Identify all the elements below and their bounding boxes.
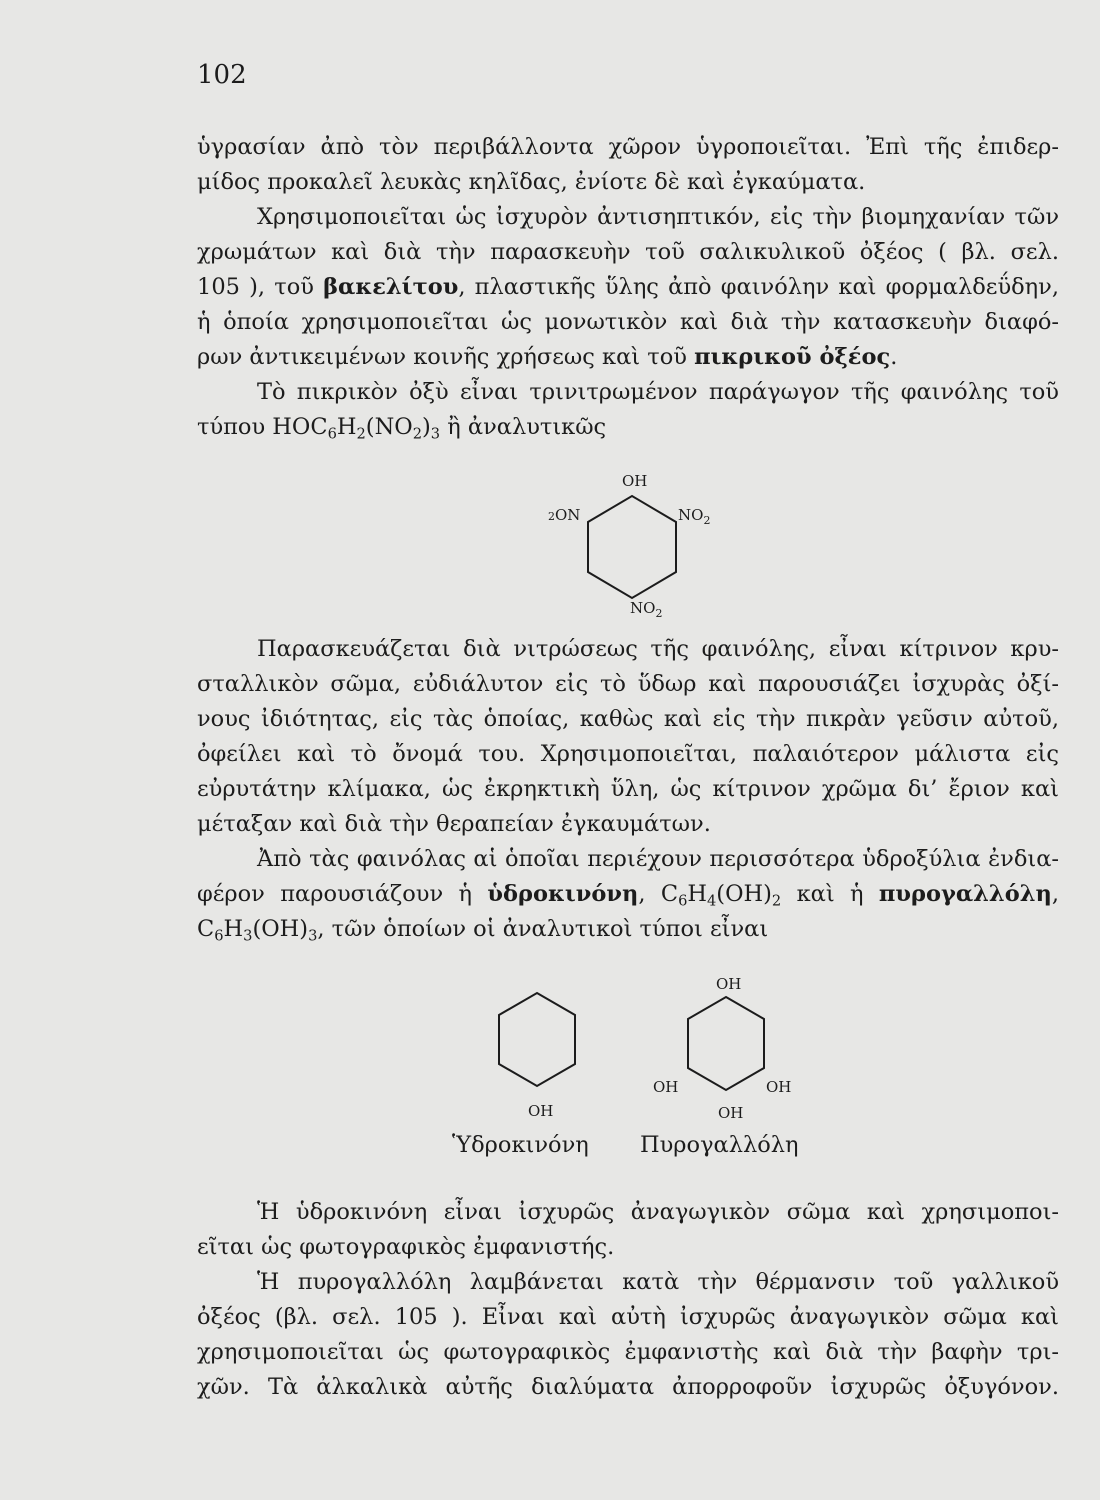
hydroquinone-oh-label: OH: [528, 1102, 554, 1120]
hydroquinone-ring: [499, 993, 575, 1120]
paragraph-2-line: ρων ἀντικειμένων κοινῆς χρήσεως καὶ τοῦ πικρικοῦ ὀξέος.: [197, 344, 898, 370]
paragraph-7-line: ὀξέος (βλ. σελ. 105 ). Εἶναι καὶ αὐτὴ ἰσχυρῶς ἀναγωγικὸν σῶμα καὶ: [197, 1304, 1059, 1330]
paragraph-1-line: μίδος προκαλεῖ λευκὰς κηλῖδας, ἐνίοτε δὲ καὶ ἐγκαύματα.: [197, 169, 866, 195]
paragraph-6-line: εῖται ὡς φωτογραφικὸς ἐμφανιστής.: [197, 1234, 615, 1260]
paragraph-1-line: ὑγρασίαν ἀπὸ τὸν περιβάλλοντα χῶρον ὑγροποιεῖται. Ἐπὶ τῆς ἐπιδερ-: [197, 134, 1059, 160]
paragraph-2-line: χρωμάτων καὶ διὰ τὴν παρασκευὴν τοῦ σαλικυλικοῦ ὀξέος ( βλ. σελ.: [197, 239, 1059, 265]
paragraph-7-line: χῶν. Τὰ ἀλκαλικὰ αὐτῆς διαλύματα ἀπορροφοῦν ἰσχυρῶς ὀξυγόνον.: [197, 1374, 1059, 1400]
picric-no2-right-label: $NO_2$: [678, 506, 711, 527]
paragraph-4-line: εὐρυτάτην κλίμακα, ὡς ἐκρηκτικὴ ὕλη, ὡς κίτρινον χρῶμα δι’ ἔριον καὶ: [197, 776, 1059, 802]
paragraph-5-line: Ἀπὸ τὰς φαινόλας αἱ ὁποῖαι περιέχουν περισσότερα ὑδροξύλια ἐνδια-: [257, 846, 1059, 872]
term-pyrogallol: πυρογαλλόλη: [878, 881, 1052, 907]
formula-picric-line: τύπου $HOC_6H_2(NO_2)_3$ ἢ ἀναλυτικῶς: [197, 414, 607, 443]
paragraph-4-line: μέταξαν καὶ διὰ τὴν θεραπείαν ἐγκαυμάτων.: [197, 811, 711, 837]
paragraph-7-line: χρησιμοποιεῖται ὡς φωτογραφικὸς ἐμφανιστὴς καὶ διὰ τὴν βαφὴν τρι-: [197, 1339, 1059, 1365]
picric-no2-bottom-label: $NO_2$: [630, 599, 663, 620]
page-number: 102: [197, 60, 247, 90]
paragraph-7-line: Ἡ πυρογαλλόλη λαμβάνεται κατὰ τὴν θέρμανσιν τοῦ γαλλικοῦ: [257, 1269, 1059, 1295]
paragraph-4-line: ὀφείλει καὶ τὸ ὄνομά του. Χρησιμοποιεῖται, παλαιότερον μάλιστα εἰς: [197, 741, 1059, 767]
pyrogallol-oh-top-label: OH: [716, 975, 742, 993]
picric-no2-left-label: 2ON: [548, 506, 581, 524]
paragraph-2-line: ἡ ὁποία χρησιμοποιεῖται ὡς μονωτικὸν καὶ διὰ τὴν κατασκευὴν διαφό-: [197, 309, 1059, 335]
pyrogallol-oh-left-label: OH: [653, 1078, 679, 1096]
paragraph-2-line: 105 ), τοῦ βακελίτου, πλαστικῆς ὕλης ἀπὸ φαινόλην καὶ φορμαλδεΰδην,: [197, 274, 1059, 300]
paragraph-6-line: Ἡ ὑδροκινόνη εἶναι ἰσχυρῶς ἀναγωγικὸν σῶμα καὶ χρησιμοποι-: [257, 1199, 1059, 1225]
text-block-middle: [197, 632, 1059, 947]
caption-hydroquinone: Ὑδροκινόνη: [452, 1132, 589, 1158]
hydroquinone-pyrogallol-structures: [470, 975, 830, 1125]
term-picric-acid: πικρικοῦ ὀξέος: [694, 344, 891, 370]
term-bakelite: βακελίτου: [323, 274, 459, 300]
text-block-bottom: [197, 1195, 1059, 1405]
paragraph-4-line: σταλλικὸν σῶμα, εὐδιάλυτον εἰς τὸ ὕδωρ καὶ παρουσιάζει ἰσχυρὰς ὀξί-: [197, 671, 1059, 697]
paragraph-3-line: Τὸ πικρικὸν ὀξὺ εἶναι τρινιτρωμένον παράγωγον τῆς φαινόλης τοῦ: [257, 379, 1059, 405]
picric-acid-structure: [530, 466, 730, 626]
paragraph-4-line: νους ἰδιότητας, εἰς τὰς ὁποίας, καθὼς καὶ εἰς τὴν πικρὰν γεῦσιν αὐτοῦ,: [197, 706, 1059, 732]
caption-pyrogallol: Πυρογαλλόλη: [640, 1132, 799, 1158]
paragraph-2-line: Χρησιμοποιεῖται ὡς ἰσχυρὸν ἀντισηπτικόν, εἰς τὴν βιομηχανίαν τῶν: [257, 204, 1059, 230]
paragraph-5-line: φέρον παρουσιάζουν ἡ ὑδροκινόνη, $C_6H_4(OH)_2$ καὶ ἡ πυρογαλλόλη,: [197, 881, 1059, 910]
paragraph-5-line: $C_6H_3(OH)_3$, τῶν ὁποίων οἱ ἀναλυτικοὶ τύποι εἶναι: [197, 916, 769, 945]
picric-oh-label: OH: [622, 472, 648, 490]
term-hydroquinone: ὑδροκινόνη: [487, 881, 639, 907]
pyrogallol-oh-bottom-label: OH: [718, 1104, 744, 1122]
pyrogallol-ring: [653, 975, 791, 1122]
text-block-top: [197, 130, 1059, 445]
paragraph-4-line: Παρασκευάζεται διὰ νιτρώσεως τῆς φαινόλης, εἶναι κίτρινον κρυ-: [257, 636, 1059, 662]
pyrogallol-oh-right-label: OH: [766, 1078, 792, 1096]
